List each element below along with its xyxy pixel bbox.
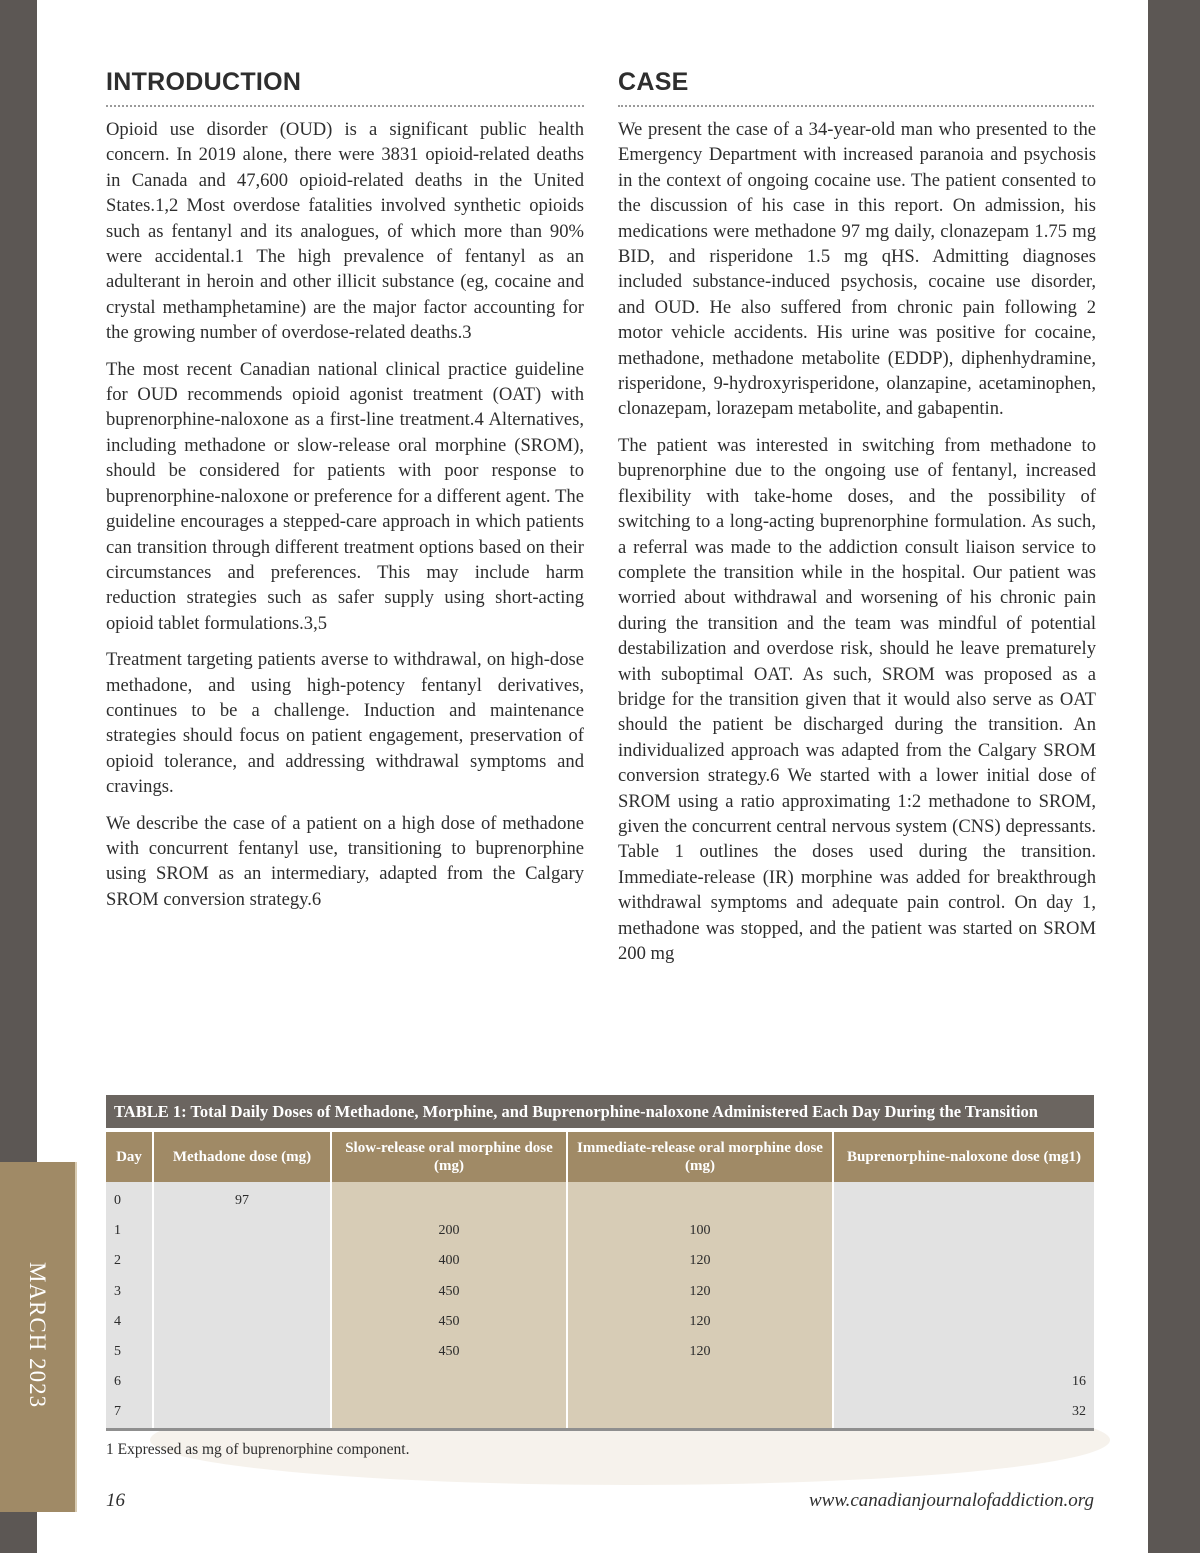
cell-ir-morphine bbox=[567, 1397, 833, 1429]
dose-table bbox=[106, 1132, 1094, 1431]
cell-buprenorphine: 32 bbox=[833, 1397, 1094, 1429]
cell-methadone bbox=[153, 1307, 331, 1337]
cell-srom: 400 bbox=[331, 1246, 567, 1276]
cell-day: 0 bbox=[106, 1182, 153, 1216]
right-page-edge bbox=[1148, 0, 1200, 1553]
issue-label: MARCH 2023 bbox=[25, 1261, 50, 1409]
header-srom: Slow-release oral morphine dose (mg) bbox=[331, 1132, 567, 1182]
cell-day: 7 bbox=[106, 1397, 153, 1429]
cell-buprenorphine bbox=[833, 1246, 1094, 1276]
cell-srom: 450 bbox=[331, 1307, 567, 1337]
cell-buprenorphine bbox=[833, 1337, 1094, 1367]
cell-buprenorphine bbox=[833, 1277, 1094, 1307]
intro-paragraph-3: Treatment targeting patients averse to withdrawal, on high-dose methadone, and using high-potency fentanyl derivatives, continues to be a challenge. Induction and maintenance strategies should focus on patient engagement, preservation of opioid tolerance, and addressing withdrawal symptoms and cravings. bbox=[106, 649, 584, 798]
table-row bbox=[106, 1182, 1094, 1216]
intro-paragraph-1: Opioid use disorder (OUD) is a significant public health concern. In 2019 alone, there were 3831 opioid-related deaths in Canada and 47,600 opioid-related deaths in the United States.1,2 Most overdose fatalities involved synthetic opioids such as fentanyl and its analogues, of which more than 90% were accidental.1 The high prevalence of fentanyl as an adulterant in heroin and other illicit substance (eg, cocaine and crystal methamphetamine) are the major factor accounting for the growing number of overdose-related deaths.3 bbox=[106, 119, 584, 344]
case-paragraph-1: We present the case of a 34-year-old man who presented to the Emergency Department with increased paranoia and psychosis in the context of ongoing cocaine use. The patient consented to the discussion of his case in this report. On admission, his medications were methadone 97 mg daily, clonazepam 1.75 mg BID, and risperidone 1.5 mg qHS. Admitting diagnoses included substance-induced psychosis, cocaine use disorder, and OUD. He also suffered from chronic pain following 2 motor vehicle accidents. His urine was positive for cocaine, methadone, methadone metabolite (EDDP), diphenhydramine, risperidone, 9-hydroxyrisperidone, olanzapine, acetaminophen, clonazepam, lorazepam metabolite, and gabapentin. bbox=[618, 119, 1096, 420]
cell-buprenorphine bbox=[833, 1216, 1094, 1246]
table-row bbox=[106, 1277, 1094, 1307]
cell-day: 4 bbox=[106, 1307, 153, 1337]
cell-methadone: 97 bbox=[153, 1182, 331, 1216]
table-row bbox=[106, 1397, 1094, 1429]
introduction-column bbox=[106, 68, 584, 923]
header-buprenorphine: Buprenorphine-naloxone dose (mg1) bbox=[833, 1132, 1094, 1182]
cell-ir-morphine: 120 bbox=[567, 1337, 833, 1367]
intro-paragraph-2: The most recent Canadian national clinical practice guideline for OUD recommends opioid agonist treatment (OAT) with buprenorphine-naloxone as a first-line treatment.4 Alternatives, including methadone or slow-release oral morphine (SROM), should be considered for patients with poor response to buprenorphine-naloxone or preference for a different agent. The guideline encourages a stepped-care approach in which patients can transition through different treatment options based on their circumstances and preferences. This may include harm reduction strategies such as safer supply using short-acting opioid tablet formulations.3,5 bbox=[106, 358, 584, 634]
table-header-row bbox=[106, 1132, 1094, 1182]
table-row bbox=[106, 1307, 1094, 1337]
cell-methadone bbox=[153, 1246, 331, 1276]
cell-day: 6 bbox=[106, 1367, 153, 1397]
table-caption: TABLE 1: Total Daily Doses of Methadone, Morphine, and Buprenorphine-naloxone Administered Each Day During the Transition bbox=[106, 1095, 1094, 1132]
intro-paragraph-4: We describe the case of a patient on a high dose of methadone with concurrent fentanyl use, transitioning to buprenorphine using SROM as an intermediary, adapted from the Calgary SROM conversion strategy.6 bbox=[106, 812, 584, 910]
cell-ir-morphine bbox=[567, 1182, 833, 1216]
cell-ir-morphine bbox=[567, 1367, 833, 1397]
cell-srom bbox=[331, 1182, 567, 1216]
cell-ir-morphine: 120 bbox=[567, 1246, 833, 1276]
case-heading: CASE bbox=[618, 68, 1094, 107]
cell-methadone bbox=[153, 1216, 331, 1246]
cell-methadone bbox=[153, 1367, 331, 1397]
cell-srom: 450 bbox=[331, 1277, 567, 1307]
cell-srom bbox=[331, 1367, 567, 1397]
cell-day: 1 bbox=[106, 1216, 153, 1246]
table-row bbox=[106, 1367, 1094, 1397]
cell-buprenorphine bbox=[833, 1182, 1094, 1216]
cell-day: 5 bbox=[106, 1337, 153, 1367]
cell-buprenorphine bbox=[833, 1307, 1094, 1337]
cell-methadone bbox=[153, 1337, 331, 1367]
introduction-heading: INTRODUCTION bbox=[106, 68, 584, 107]
cell-srom: 200 bbox=[331, 1216, 567, 1246]
cell-ir-morphine: 100 bbox=[567, 1216, 833, 1246]
cell-ir-morphine: 120 bbox=[567, 1277, 833, 1307]
dose-table-section bbox=[106, 1095, 1094, 1459]
table-footnote: 1 Expressed as mg of buprenorphine component. bbox=[106, 1440, 410, 1458]
table-row bbox=[106, 1246, 1094, 1276]
case-column bbox=[618, 68, 1096, 977]
cell-ir-morphine: 120 bbox=[567, 1307, 833, 1337]
cell-srom bbox=[331, 1397, 567, 1429]
cell-methadone bbox=[153, 1397, 331, 1429]
table-row bbox=[106, 1337, 1094, 1367]
cell-srom: 450 bbox=[331, 1337, 567, 1367]
header-ir-morphine: Immediate-release oral morphine dose (mg) bbox=[567, 1132, 833, 1182]
cell-buprenorphine: 16 bbox=[833, 1367, 1094, 1397]
page-number: 16 bbox=[106, 1490, 125, 1511]
case-paragraph-2: The patient was interested in switching from methadone to buprenorphine due to the ongoing use of fentanyl, increased flexibility with take-home doses, and the possibility of switching to a long-acting buprenorphine formulation. As such, a referral was made to the addiction consult liaison service to complete the transition while in the hospital. Our patient was worried about withdrawal and worsening of his chronic pain during the transition and the team was mindful of potential destabilization and overdose risk, should he leave prematurely with suboptimal OAT. As such, SROM was proposed as a bridge for the transition given that it would also serve as OAT should the patient be discharged during the transition. An individualized approach was adapted from the Calgary SROM conversion strategy.6 We started with a lower initial dose of SROM using a ratio approximating 1:2 methadone to SROM, given the concurrent central nervous system (CNS) depressants. Table 1 outlines the doses used during the transition. Immediate-release (IR) morphine was added for breakthrough withdrawal symptoms and adequate pain control. On day 1, methadone was stopped, and the patient was started on SROM 200 mg bbox=[618, 434, 1096, 964]
cell-methadone bbox=[153, 1277, 331, 1307]
journal-website-link[interactable]: www.canadianjournalofaddiction.org bbox=[808, 1490, 1094, 1511]
cell-day: 3 bbox=[106, 1277, 153, 1307]
header-methadone: Methadone dose (mg) bbox=[153, 1132, 331, 1182]
cell-day: 2 bbox=[106, 1246, 153, 1276]
table-row bbox=[106, 1216, 1094, 1246]
header-day: Day bbox=[106, 1132, 153, 1182]
